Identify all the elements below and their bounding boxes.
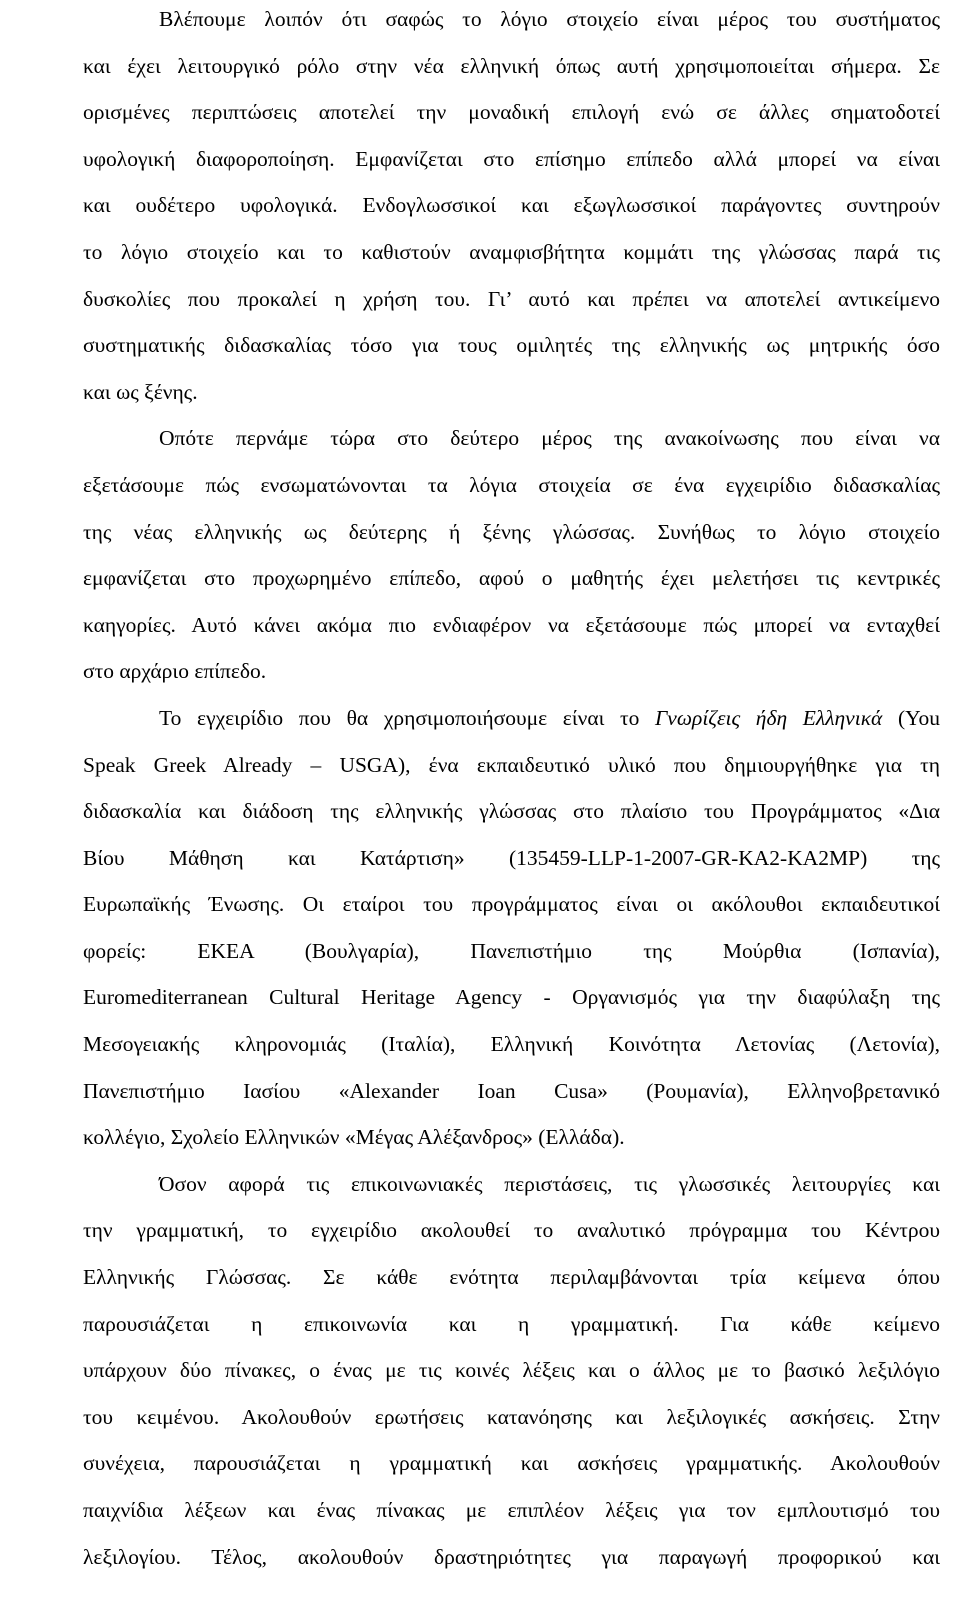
text-line: Βίου Μάθηση και Κατάρτιση» (135459-LLP-1-2007-GR-KA2-KA2MP) της: [83, 845, 940, 870]
text-line: Ευρωπαϊκής Ένωσης. Οι εταίροι του προγράμματος είναι οι ακόλουθοι εκπαιδευτικοί: [83, 892, 940, 917]
text-line: και έχει λειτουργικό ρόλο στην νέα ελληνική όπως αυτή χρησιμοποιείται σήμερα. Σε: [83, 53, 940, 78]
text-line: Μεσογειακής κληρονομιάς (Ιταλία), Ελληνική Κοινότητα Λετονίας (Λετονία),: [83, 1032, 940, 1057]
text-line: Οπότε περνάμε τώρα στο δεύτερο μέρος της ανακοίνωσης που είναι να: [159, 426, 940, 451]
text-line: συστηματικής διδασκαλίας τόσο για τους ομιλητές της ελληνικής ως μητρικής όσο: [83, 333, 940, 358]
text-line: Όσον αφορά τις επικοινωνιακές περιστάσεις, τις γλωσσικές λειτουργίες και: [159, 1171, 940, 1196]
text-line: φορείς: ΕΚΕΑ (Βουλγαρία), Πανεπιστήμιο της Μούρθια (Ισπανία),: [83, 938, 940, 963]
text-line: κολλέγιο, Σχολείο Ελληνικών «Μέγας Αλέξανδρος» (Ελλάδα).: [83, 1125, 625, 1150]
text-line: διδασκαλία και διάδοση της ελληνικής γλώσσας στο πλαίσιο του Προγράμματος «Δια: [83, 799, 940, 824]
text-line: καηγορίες. Αυτό κάνει ακόμα πιο ενδιαφέρον να εξετάσουμε πώς μπορεί να ενταχθεί: [83, 612, 940, 637]
text-line: Euromediterranean Cultural Heritage Agency - Οργανισμός για την διαφύλαξη της: [83, 985, 940, 1010]
paragraph-3: [7, 695, 940, 1161]
text-line: την γραμματική, το εγχειρίδιο ακολουθεί το αναλυτικό πρόγραμμα του Κέντρου: [83, 1218, 940, 1243]
text-line: ορισμένες περιπτώσεις αποτελεί την μοναδική επιλογή ενώ σε άλλες σηματοδοτεί: [83, 100, 940, 125]
text-line: συνέχεια, παρουσιάζεται η γραμματική και ασκήσεις γραμματικής. Ακολουθούν: [83, 1451, 940, 1476]
text-line: εμφανίζεται στο προχωρημένο επίπεδο, αφού ο μαθητής έχει μελετήσει τις κεντρικές: [83, 566, 940, 591]
text-line: παιχνίδια λέξεων και ένας πίνακας με επιπλέον λέξεις για τον εμπλουτισμό του: [83, 1498, 940, 1522]
text-line: Ελληνικής Γλώσσας. Σε κάθε ενότητα περιλαμβάνονται τρία κείμενα όπου: [83, 1265, 940, 1290]
text-line: το λόγιο στοιχείο και το καθιστούν αναμφισβήτητα κομμάτι της γλώσσας παρά τις: [83, 239, 940, 264]
text-line: λεξιλογίου. Τέλος, ακολουθούν δραστηριότητες για παραγωγή προφορικού και: [83, 1544, 940, 1569]
text-line: υφολογική διαφοροποίηση. Εμφανίζεται στο επίσημο επίπεδο αλλά μπορεί να είναι: [83, 146, 940, 171]
text-line: στο αρχάριο επίπεδο.: [83, 659, 267, 684]
text-run: (You: [882, 705, 940, 730]
text-line: Βλέπουμε λοιπόν ότι σαφώς το λόγιο στοιχείο είναι μέρος του συστήματος: [159, 7, 940, 31]
text-line: της νέας ελληνικής ως δεύτερης ή ξένης γλώσσας. Συνήθως το λόγιο στοιχείο: [83, 519, 940, 544]
text-line: υπάρχουν δύο πίνακες, ο ένας με τις κοινές λέξεις και ο άλλος με το βασικό λεξιλόγιο: [83, 1358, 940, 1383]
text-line: εξετάσουμε πώς ενσωματώνονται τα λόγια στοιχεία σε ένα εγχειρίδιο διδασκαλίας: [83, 472, 940, 497]
paragraph-2: [7, 415, 940, 695]
text-line: παρουσιάζεται η επικοινωνία και η γραμματική. Για κάθε κείμενο: [83, 1311, 940, 1336]
paragraph-1: [7, 0, 940, 415]
text-line: Πανεπιστήμιο Ιασίου «Alexander Ioan Cusa» (Ρουμανία), Ελληνοβρετανικό: [83, 1078, 940, 1103]
text-line: δυσκολίες που προκαλεί η χρήση του. Γι’ αυτό και πρέπει να αποτελεί αντικείμενο: [83, 286, 940, 311]
book-title: Γνωρίζεις ήδη Ελληνικά: [655, 705, 883, 730]
paragraph-4: [7, 1161, 940, 1580]
text-line: και ως ξένης.: [83, 379, 198, 404]
text-line: και ουδέτερο υφολογικά. Ενδογλωσσικοί και εξωγλωσσικοί παράγοντες συντηρούν: [83, 193, 940, 218]
text-line: [7, 695, 940, 742]
text-line: του κειμένου. Ακολουθούν ερωτήσεις κατανόησης και λεξιλογικές ασκήσεις. Στην: [83, 1404, 940, 1429]
text-line: Speak Greek Already – USGA), ένα εκπαιδευτικό υλικό που δημιουργήθηκε για τη: [83, 752, 940, 777]
text-run: Το εγχειρίδιο που θα χρησιμοποιήσουμε είναι το: [159, 705, 656, 730]
